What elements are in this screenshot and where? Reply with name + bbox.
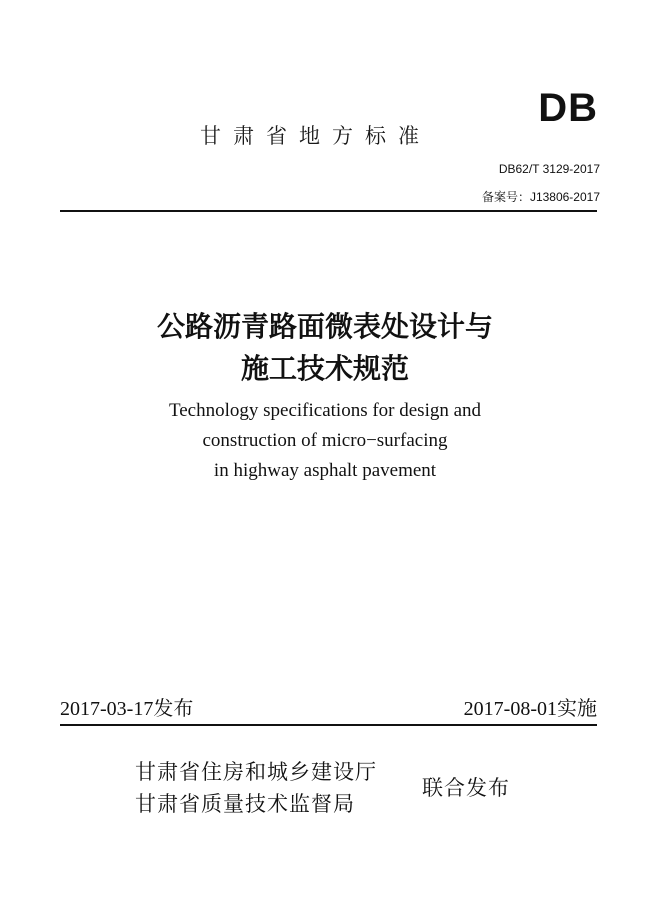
record-number: 备案号：J13806-2017 <box>481 190 600 204</box>
title-cn-line-1: 公路沥青路面微表处设计与 <box>156 310 493 343</box>
title-cn-line-2: 施工技术规范 <box>240 352 409 385</box>
db-logo: DB <box>538 86 598 130</box>
title-en-line-3: in highway asphalt pavement <box>213 460 437 481</box>
implementation-date: 2017-08-01实施 <box>463 698 597 720</box>
publisher-1: 甘肃省住房和城乡建设厅 <box>135 760 377 784</box>
standard-type-title: 甘肃省地方标准 <box>200 124 431 148</box>
joint-release-label: 联合发布 <box>422 776 510 800</box>
bottom-divider <box>60 724 597 726</box>
issue-date: 2017-03-17发布 <box>60 698 194 720</box>
standard-number: DB62/T 3129-2017 <box>498 162 600 176</box>
title-en-line-1: Technology specifications for design and <box>168 400 482 421</box>
publisher-2: 甘肃省质量技术监督局 <box>135 792 355 816</box>
top-divider <box>60 210 597 212</box>
title-en-line-2: construction of micro−surfacing <box>202 430 448 451</box>
